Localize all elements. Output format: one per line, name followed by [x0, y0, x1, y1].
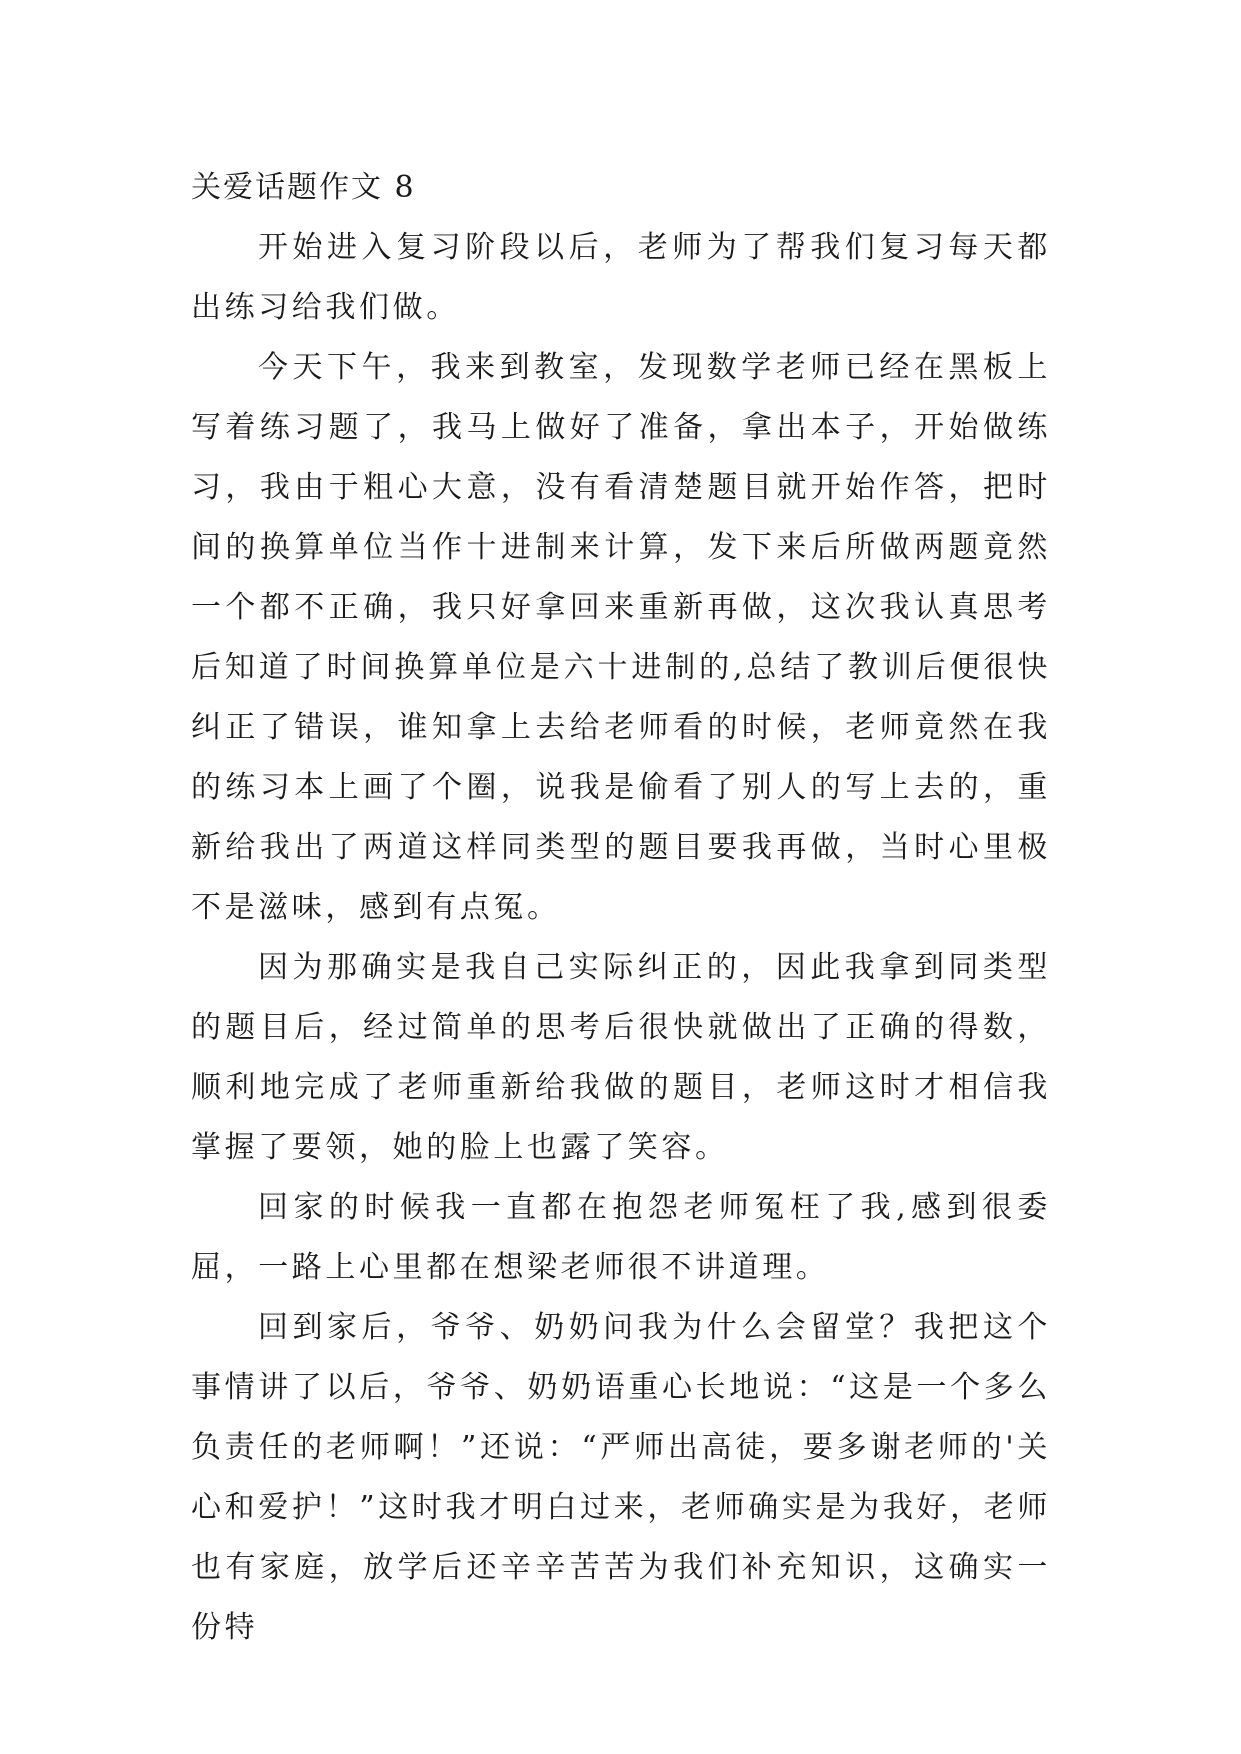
- paragraph: 回到家后，爷爷、奶奶问我为什么会留堂？我把这个事情讲了以后，爷爷、奶奶语重心长地说：“这是一个多么负责任的老师啊！”还说：“严师出高徒，要多谢老师的'关心和爱护！”这时我才明白过来，老师确实是为我好，老师也有家庭，放学后还辛辛苦苦为我们补充知识，这确实一份特: [191, 1310, 1051, 1645]
- paragraph: 今天下午，我来到教室，发现数学老师已经在黑板上写着练习题了，我马上做好了准备，拿出本子，开始做练习，我由于粗心大意，没有看清楚题目就开始作答，把时间的换算单位当作十进制来计算，发下来后所做两题竟然一个都不正确，我只好拿回来重新再做，这次我认真思考后知道了时间换算单位是六十进制的,总结了教训后便很快纠正了错误，谁知拿上去给老师看的时候，老师竟然在我的练习本上画了个圈，说我是偷看了别人的写上去的，重新给我出了两道这样同类型的题目要我再做，当时心里极不是滋味，感到有点冤。: [191, 350, 1051, 925]
- paragraph: 因为那确实是我自己实际纠正的，因此我拿到同类型的题目后，经过简单的思考后很快就做出了正确的得数，顺利地完成了老师重新给我做的题目，老师这时才相信我掌握了要领，她的脸上也露了笑容。: [191, 950, 1051, 1165]
- paragraph: 开始进入复习阶段以后，老师为了帮我们复习每天都出练习给我们做。: [191, 230, 1051, 325]
- document-body: [191, 218, 1051, 1658]
- paragraph: 回家的时候我一直都在抱怨老师冤枉了我,感到很委屈，一路上心里都在想梁老师很不讲道理。: [191, 1190, 1051, 1285]
- document-title: 关爱话题作文 8: [191, 170, 416, 205]
